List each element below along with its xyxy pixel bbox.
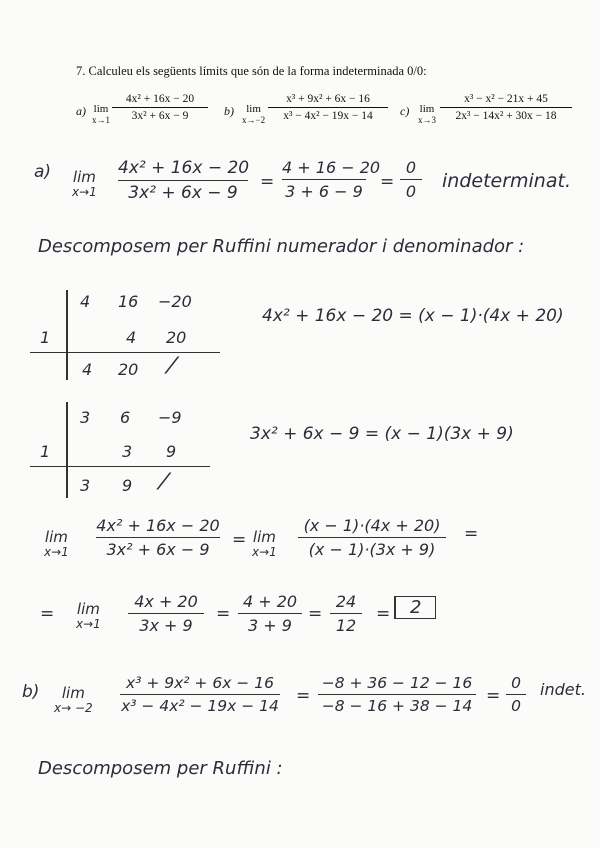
solution-a-lim: lim x→1 xyxy=(72,168,97,199)
solution-b-zero-over-zero: 0 0 xyxy=(506,674,526,715)
printed-a-label: a) xyxy=(76,104,86,118)
ruffini-num-root: 1 xyxy=(40,328,51,347)
ruffini-num-remainder: ⁄ xyxy=(170,354,174,379)
solution-a-zero-over-zero: 0 0 xyxy=(400,158,422,201)
ruffini-den-factorization: 3x² + 6x − 9 = (x − 1)(3x + 9) xyxy=(250,424,514,444)
solution-b-substitution: −8 + 36 − 12 − 16 −8 − 16 + 38 − 14 xyxy=(318,674,476,715)
solution-a-label: a) xyxy=(34,162,52,182)
solution-a-fraction: 4x² + 16x − 20 3x² + 6x − 9 xyxy=(118,158,250,203)
solution-b-lim: lim x→ −2 xyxy=(54,684,93,715)
solution-b-fraction: x³ + 9x² + 6x − 16 x³ − 4x² − 19x − 14 xyxy=(121,674,279,715)
solution-a-equals: = xyxy=(260,172,275,192)
solution-b-instruction: Descomposem per Ruffini : xyxy=(38,758,283,779)
problem-heading xyxy=(76,64,427,79)
printed-c-label: c) xyxy=(400,104,410,118)
printed-b-lim: lim x→−2 xyxy=(242,103,266,125)
solution-a-result: 2 xyxy=(394,596,436,619)
solution-a-substitution: 4 + 16 − 20 3 + 6 − 9 xyxy=(282,158,381,201)
problem-number: 7. xyxy=(76,64,86,78)
printed-a-lim: lim x→1 xyxy=(92,103,110,125)
printed-a-fraction: 4x² + 16x − 20 3x² + 6x − 9 xyxy=(112,93,208,122)
ruffini-num-factorization: 4x² + 16x − 20 = (x − 1)·(4x + 20) xyxy=(262,306,564,326)
document-page: 7. Calculeu els següents límits que són de la forma indeterminada 0/0: a) lim x→1 4x² + 16x − 20 3x² + 6x − 9 b) lim x→−2 x³ + 9x² + 6x − 16 x³ − 4x² − 19x − 14 c) lim x→3 x³ − x² − 21x + 45 2x³ − 14x² + 30x − 18 a) lim x→1 4x² + 16x − 20 3x² + 6x − 9 = 4 + 16 − 20 3 + 6 − 9 = 0 0 indeterminat. Descomposem per Ruffini numerador i denominador : 1 4 16 −20 4 20 4 20 ⁄ 4x² + 16x − 20 = (x − 1)·(4x + 20) 1 3 6 −9 3 9 3 9 ⁄ 3x² + 6x − 9 = (x − 1)(3x + 9) lim x→1 4x² + 16x − 20 3x² + 6x − 9 = lim x→1 (x − 1)·(4x + 20) (x − 1)·(3x + 9) = = lim x→1 4x + 20 3x + 9 = 4 + 20 3 + 9 = 24 12 = 2 b) lim x→ −2 x³ + 9x² + 6x − 16 x³ − 4x² − 19x − 14 = −8 + 36 − 12 − 16 −8 − 16 + 38 − 14 = 0 0 indet. Descomposem per Ruffini : xyxy=(22,64,586,779)
solution-b-verdict: indet. xyxy=(540,680,586,699)
solution-a-instruction: Descomposem per Ruffini numerador i denominador : xyxy=(38,236,525,257)
solution-a-verdict: indeterminat. xyxy=(442,170,571,192)
solution-b-label: b) xyxy=(22,682,40,702)
printed-c-fraction: x³ − x² − 21x + 45 2x³ − 14x² + 30x − 18 xyxy=(440,93,572,122)
ruffini-den-root: 1 xyxy=(40,442,51,461)
problem-text: Calculeu els següents límits que són de la forma indeterminada 0/0: xyxy=(88,64,427,78)
printed-b-fraction: x³ + 9x² + 6x − 16 x³ − 4x² − 19x − 14 xyxy=(268,93,388,122)
ruffini-den-remainder: ⁄ xyxy=(162,470,166,495)
printed-c-lim: lim x→3 xyxy=(418,103,436,125)
solution-a-equals-2: = xyxy=(380,172,395,192)
printed-b-label: b) xyxy=(224,104,234,118)
